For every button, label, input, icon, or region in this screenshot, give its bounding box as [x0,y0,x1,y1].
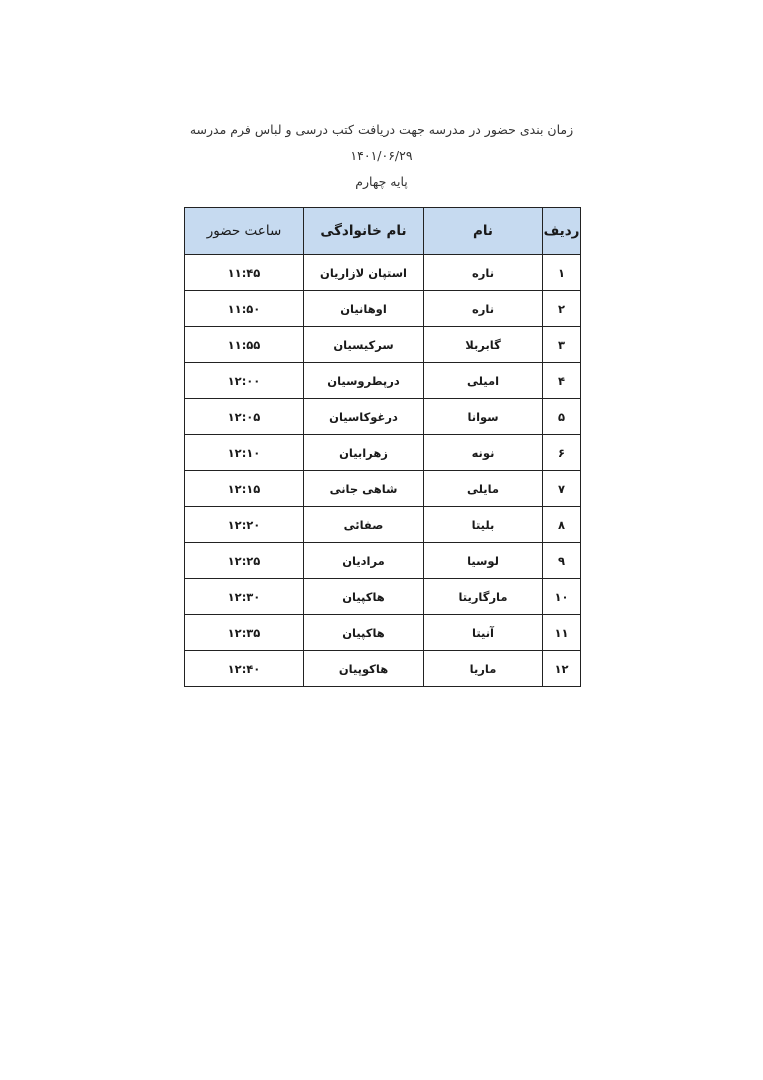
row-number-cell: ۶ [543,435,581,471]
attendance-time-cell: ۱۲:۳۰ [185,579,304,615]
first-name-cell: آنیتا [424,615,543,651]
last-name-cell: اوهانیان [304,291,424,327]
header-last-name: نام خانوادگی [304,208,424,255]
first-name-cell: سوانا [424,399,543,435]
last-name-cell: استپان لازاریان [304,255,424,291]
row-number-cell: ۳ [543,327,581,363]
first-name-cell: گابربلا [424,327,543,363]
document-title: زمان بندی حضور در مدرسه جهت دریافت کتب درسی و لباس فرم مدرسه [189,122,574,137]
attendance-time-cell: ۱۲:۱۵ [185,471,304,507]
attendance-schedule-table [184,207,581,687]
grade-label: پایه چهارم [355,174,408,189]
row-number-cell: ۸ [543,507,581,543]
first-name-cell: لوسیا [424,543,543,579]
first-name-cell: امیلی [424,363,543,399]
table-row [185,543,581,579]
row-number-cell: ۱۱ [543,615,581,651]
last-name-cell: سرکیسیان [304,327,424,363]
first-name-cell: بلیتا [424,507,543,543]
header-row-number: ردیف [543,208,581,255]
table-row [185,615,581,651]
last-name-cell: هاکوپیان [304,651,424,687]
table-row [185,435,581,471]
first-name-cell: نونه [424,435,543,471]
first-name-cell: ناره [424,255,543,291]
row-number-cell: ۵ [543,399,581,435]
first-name-cell: مارگاریتا [424,579,543,615]
table-row [185,255,581,291]
last-name-cell: شاهی جانی [304,471,424,507]
last-name-cell: زهرابیان [304,435,424,471]
attendance-time-cell: ۱۲:۰۰ [185,363,304,399]
header-attendance-time: ساعت حضور [185,208,304,255]
table-row [185,507,581,543]
table-row [185,399,581,435]
table-row [185,363,581,399]
attendance-time-cell: ۱۲:۰۵ [185,399,304,435]
row-number-cell: ۱۲ [543,651,581,687]
attendance-time-cell: ۱۱:۵۰ [185,291,304,327]
attendance-time-cell: ۱۲:۱۰ [185,435,304,471]
row-number-cell: ۴ [543,363,581,399]
attendance-time-cell: ۱۱:۴۵ [185,255,304,291]
last-name-cell: درغوکاسیان [304,399,424,435]
first-name-cell: ماریا [424,651,543,687]
table-header-row [185,208,581,255]
table-row [185,471,581,507]
document-date: ۱۴۰۱/۰۶/۲۹ [350,148,413,163]
table-row [185,327,581,363]
row-number-cell: ۱۰ [543,579,581,615]
header-first-name: نام [424,208,543,255]
table-row [185,291,581,327]
last-name-cell: مرادیان [304,543,424,579]
table-row [185,579,581,615]
last-name-cell: درپطروسیان [304,363,424,399]
attendance-time-cell: ۱۲:۳۵ [185,615,304,651]
attendance-time-cell: ۱۲:۴۰ [185,651,304,687]
first-name-cell: مایلی [424,471,543,507]
attendance-time-cell: ۱۲:۲۰ [185,507,304,543]
last-name-cell: صفائی [304,507,424,543]
first-name-cell: ناره [424,291,543,327]
row-number-cell: ۹ [543,543,581,579]
row-number-cell: ۱ [543,255,581,291]
attendance-time-cell: ۱۱:۵۵ [185,327,304,363]
row-number-cell: ۲ [543,291,581,327]
attendance-time-cell: ۱۲:۲۵ [185,543,304,579]
table-row [185,651,581,687]
row-number-cell: ۷ [543,471,581,507]
last-name-cell: هاکپیان [304,579,424,615]
last-name-cell: هاکپیان [304,615,424,651]
